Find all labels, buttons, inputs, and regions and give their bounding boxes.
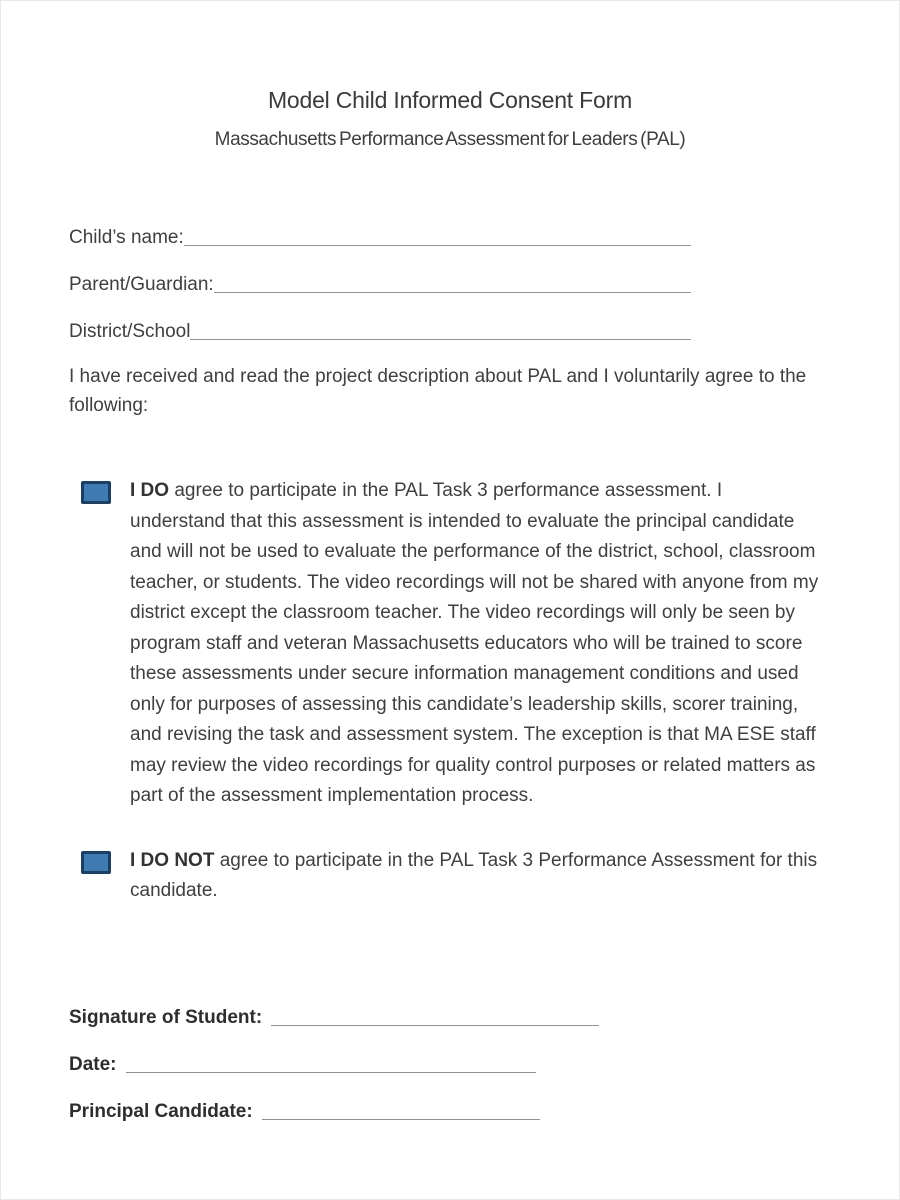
i-do-body-text: agree to participate in the PAL Task 3 performance assessment. I understand that this assessment is intended to evaluate the principal candidate and will not be used to evaluate the performance of the district, school, classroom teacher, or students. The video recordings will not be shared with anyone from my district except the classroom teacher. The video recordings will only be seen by program staff and veteran Massachusetts educators who will be trained to score these assessments under secure information management conditions and used only for purposes of assessing this candidate’s leadership skills, scorer training, and revising the task and assessment system. The exception is that MA ESE staff may review the video recordings for quality control purposes or related matters as part of the assessment implementation process. [130,480,819,806]
consent-options [81,476,821,907]
i-do-option-text [130,476,821,812]
child-name-field [69,221,691,249]
principal-candidate-row [69,1095,899,1123]
i-do-not-checkbox[interactable] [81,851,111,874]
i-do-not-option-text [130,846,821,907]
i-do-checkbox[interactable] [81,481,111,504]
option-i-do [81,476,821,812]
district-school-label: District/School [69,321,191,342]
i-do-not-body-text: agree to participate in the PAL Task 3 Performance Assessment for this candidate. [130,849,818,901]
child-name-label: Child’s name: [69,227,184,248]
i-do-bold-label: I DO [130,480,170,501]
principal-candidate-label: Principal Candidate: [69,1100,253,1122]
child-name-blank-line[interactable] [184,221,691,246]
parent-guardian-field [69,268,691,296]
page-subtitle: Massachusetts Performance Assessment for Leaders (PAL) [214,129,686,150]
district-school-blank-line[interactable] [190,315,691,340]
form-header [1,1,899,151]
signature-of-student-blank-line[interactable] [271,1001,599,1026]
parent-guardian-label: Parent/Guardian: [69,274,214,295]
signature-of-student-label: Signature of Student: [69,1006,263,1028]
date-blank-line[interactable] [126,1048,536,1073]
parent-guardian-blank-line[interactable] [214,268,691,293]
option-i-do-not [81,846,821,907]
signature-section [69,1001,899,1123]
date-row [69,1048,899,1076]
date-label: Date: [69,1053,117,1075]
i-do-not-bold-label: I DO NOT [130,849,215,871]
signature-of-student-row [69,1001,899,1029]
identity-fields [69,221,691,343]
page-title: Model Child Informed Consent Form [267,87,633,113]
intro-text: I have received and read the project description about PAL and I voluntarily agree to the following: [69,366,807,416]
principal-candidate-blank-line[interactable] [262,1095,540,1120]
district-school-field [69,315,691,343]
